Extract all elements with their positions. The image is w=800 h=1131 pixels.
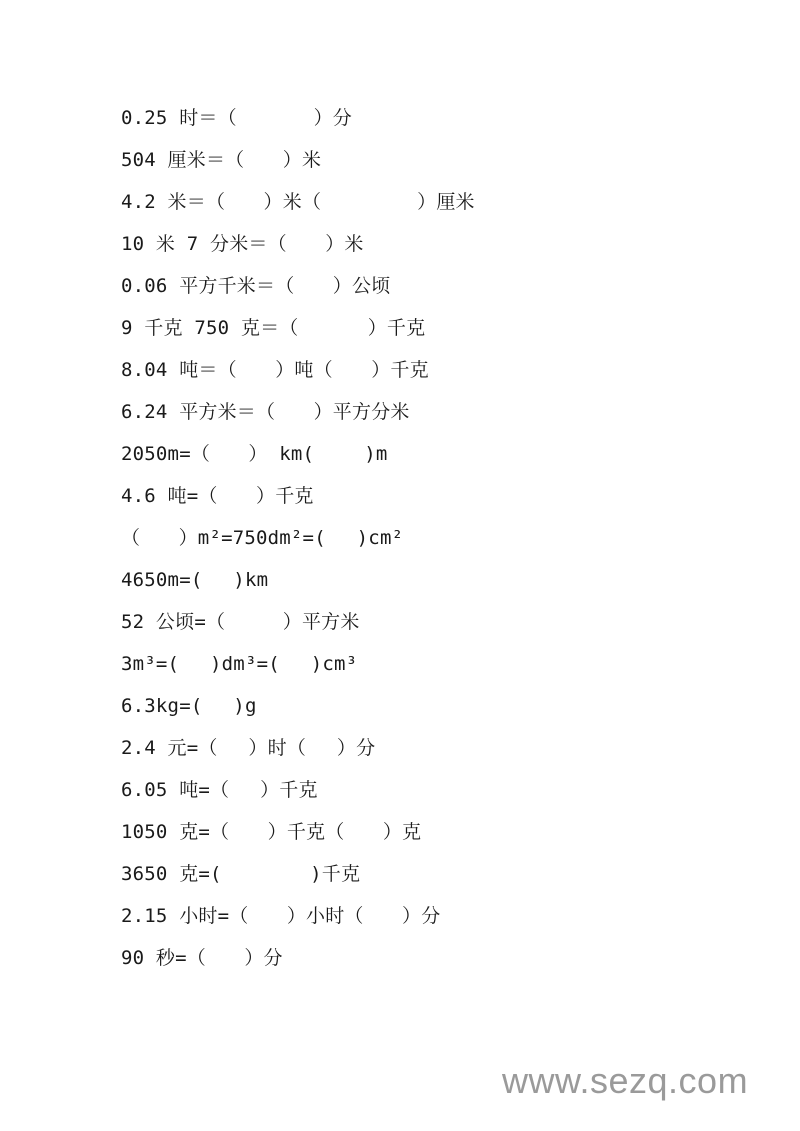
watermark-text: www.sezq.com <box>502 1060 749 1101</box>
exercise-line: 8.04 吨＝（ ）吨（ ）千克 <box>121 359 429 381</box>
exercise-line: 90 秒=（ ）分 <box>121 947 283 969</box>
exercise-line: （ ）m²=750dm²=( )cm² <box>121 527 404 549</box>
exercise-line: 2.4 元=（ ）时（ ）分 <box>121 737 376 759</box>
exercise-line: 6.05 吨=（ ）千克 <box>121 779 318 801</box>
exercise-line: 6.3kg=( )g <box>121 695 257 717</box>
exercise-list <box>121 104 475 986</box>
exercise-line: 4.2 米＝（ ）米（ ）厘米 <box>121 191 475 213</box>
exercise-line: 52 公顷=（ ）平方米 <box>121 611 360 633</box>
exercise-line: 3m³=( )dm³=( )cm³ <box>121 653 358 675</box>
exercise-line: 2.15 小时=（ ）小时（ ）分 <box>121 905 441 927</box>
exercise-line: 0.06 平方千米＝（ ）公顷 <box>121 275 391 297</box>
exercise-line: 504 厘米＝（ ）米 <box>121 149 322 171</box>
exercise-line: 4650m=( )km <box>121 569 269 591</box>
exercise-line: 6.24 平方米＝（ ）平方分米 <box>121 401 410 423</box>
exercise-line: 3650 克=( )千克 <box>121 863 361 885</box>
exercise-line: 1050 克=（ ）千克（ ）克 <box>121 821 422 843</box>
exercise-line: 2050m=（ ） km( )m <box>121 443 388 465</box>
exercise-line: 10 米 7 分米＝（ ）米 <box>121 233 364 255</box>
exercise-line: 9 千克 750 克＝（ ）千克 <box>121 317 426 339</box>
exercise-line: 4.6 吨=（ ）千克 <box>121 485 314 507</box>
exercise-line: 0.25 时＝（ ）分 <box>121 107 352 129</box>
